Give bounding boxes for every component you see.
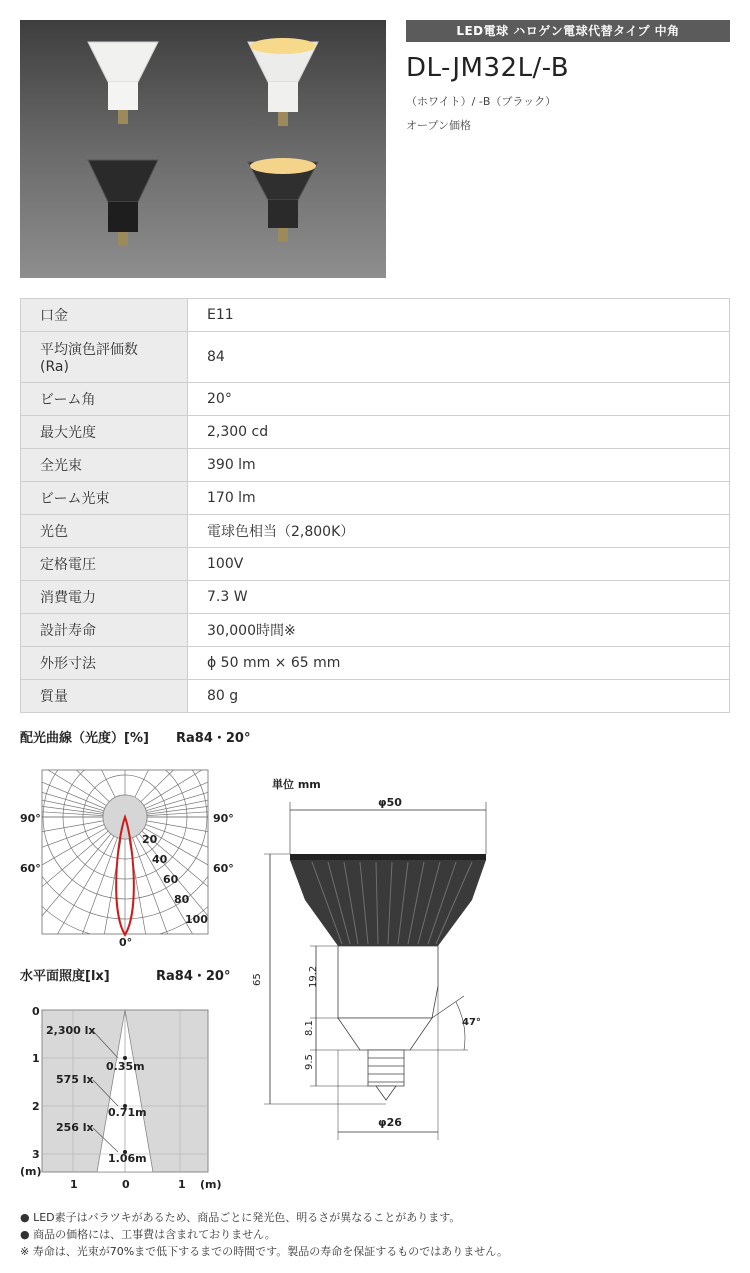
color-variants: （ホワイト）/ -B（ブラック） (406, 95, 557, 108)
white-bulb-off (88, 42, 158, 124)
spec-label: 外形寸法 (21, 647, 188, 680)
spec-label: ビーム光束 (21, 482, 188, 515)
product-photo (20, 20, 386, 278)
spec-value: 7.3 W (188, 581, 730, 614)
radial-label: 20 (142, 833, 158, 846)
spec-row (21, 449, 730, 482)
lux-label: 256 lx (56, 1121, 94, 1134)
distribution-subtitle: Ra84・20° (176, 731, 251, 746)
spec-row (21, 647, 730, 680)
spec-label: ビーム角 (21, 383, 188, 416)
spec-label: 光色 (21, 515, 188, 548)
diameter-label: 1.06m (108, 1152, 147, 1165)
illuminance-subtitle: Ra84・20° (156, 969, 231, 984)
lux-label: 2,300 lx (46, 1024, 96, 1037)
lux-label: 575 lx (56, 1073, 94, 1086)
spec-label: 口金 (21, 299, 188, 332)
y-tick: 3 (32, 1148, 40, 1161)
price-label: オープン価格 (406, 119, 472, 132)
spec-value: 20° (188, 383, 730, 416)
angle-dimension: 47° (462, 1017, 481, 1028)
note-line: ● LED素子はバラツキがあるため、商品ごとに発光色、明るさが異なることがあります。 (20, 1211, 461, 1224)
spec-value: 170 lm (188, 482, 730, 515)
spec-value: 84 (188, 332, 730, 383)
spec-label: 定格電圧 (21, 548, 188, 581)
diameter-label: 0.71m (108, 1106, 147, 1119)
black-bulb-on (248, 158, 318, 242)
bottom-diameter: φ26 (378, 1116, 402, 1129)
spec-row (21, 383, 730, 416)
spec-row (21, 332, 730, 383)
height-dimension: 65 (252, 973, 263, 986)
unit-label: 単位 mm (272, 778, 321, 791)
distribution-title: 配光曲線（光度）[%] (20, 731, 149, 746)
black-bulb-off (88, 160, 158, 246)
spec-value: 390 lm (188, 449, 730, 482)
spec-row (21, 515, 730, 548)
angle-label-60-right: 60° (213, 862, 234, 875)
y-tick: 1 (32, 1052, 40, 1065)
spec-label: 消費電力 (21, 581, 188, 614)
spec-label: 全光束 (21, 449, 188, 482)
y-tick: 0 (32, 1005, 40, 1018)
dimension-drawing (250, 770, 500, 1150)
spec-value: 電球色相当（2,800K） (188, 515, 730, 548)
x-tick: 0 (122, 1178, 130, 1191)
radial-label: 80 (174, 893, 190, 906)
angle-label-90-left: 90° (20, 812, 41, 825)
angle-label-90-right: 90° (213, 812, 234, 825)
top-diameter: φ50 (378, 796, 402, 809)
x-tick: 1 (178, 1178, 186, 1191)
angle-label-60-left: 60° (20, 862, 41, 875)
x-unit: (m) (200, 1178, 222, 1191)
diameter-label: 0.35m (106, 1060, 145, 1073)
y-tick: 2 (32, 1100, 40, 1113)
segment-3-dimension: 9.5 (304, 1054, 315, 1070)
radial-label: 60 (163, 873, 179, 886)
spec-value: 100V (188, 548, 730, 581)
angle-label-0: 0° (119, 936, 133, 949)
spec-value: 80 g (188, 680, 730, 713)
spec-value: 30,000時間※ (188, 614, 730, 647)
spec-row (21, 548, 730, 581)
model-number: DL-JM32L/-B (406, 53, 570, 83)
spec-row (21, 482, 730, 515)
spec-row (21, 416, 730, 449)
spec-label: 最大光度 (21, 416, 188, 449)
spec-label: 質量 (21, 680, 188, 713)
segment-1-dimension: 19.2 (308, 965, 319, 988)
y-unit: (m) (20, 1165, 42, 1178)
bulb-illustrations (20, 20, 386, 278)
category-banner: LED電球 ハロゲン電球代替タイプ 中角 (406, 20, 730, 42)
spec-label: 平均演色評価数 (Ra) (21, 332, 188, 383)
spec-table (20, 298, 730, 713)
radial-label: 40 (152, 853, 168, 866)
spec-value: E11 (188, 299, 730, 332)
spec-value: 2,300 cd (188, 416, 730, 449)
illuminance-title: 水平面照度[lx] (20, 969, 110, 984)
spec-row (21, 680, 730, 713)
white-bulb-on (248, 38, 318, 126)
distribution-chart (0, 760, 250, 950)
spec-label: 設計寿命 (21, 614, 188, 647)
note-line: ※ 寿命は、光束が70%まで低下するまでの時間です。製品の寿命を保証するものではありません。 (20, 1245, 508, 1258)
spec-value: ϕ 50 mm × 65 mm (188, 647, 730, 680)
spec-row (21, 614, 730, 647)
illuminance-chart (0, 1000, 240, 1195)
segment-2-dimension: 8.1 (304, 1020, 315, 1036)
spec-row (21, 299, 730, 332)
radial-label: 100 (185, 913, 208, 926)
note-line: ● 商品の価格には、工事費は含まれておりません。 (20, 1228, 276, 1241)
x-tick: 1 (70, 1178, 78, 1191)
spec-row (21, 581, 730, 614)
